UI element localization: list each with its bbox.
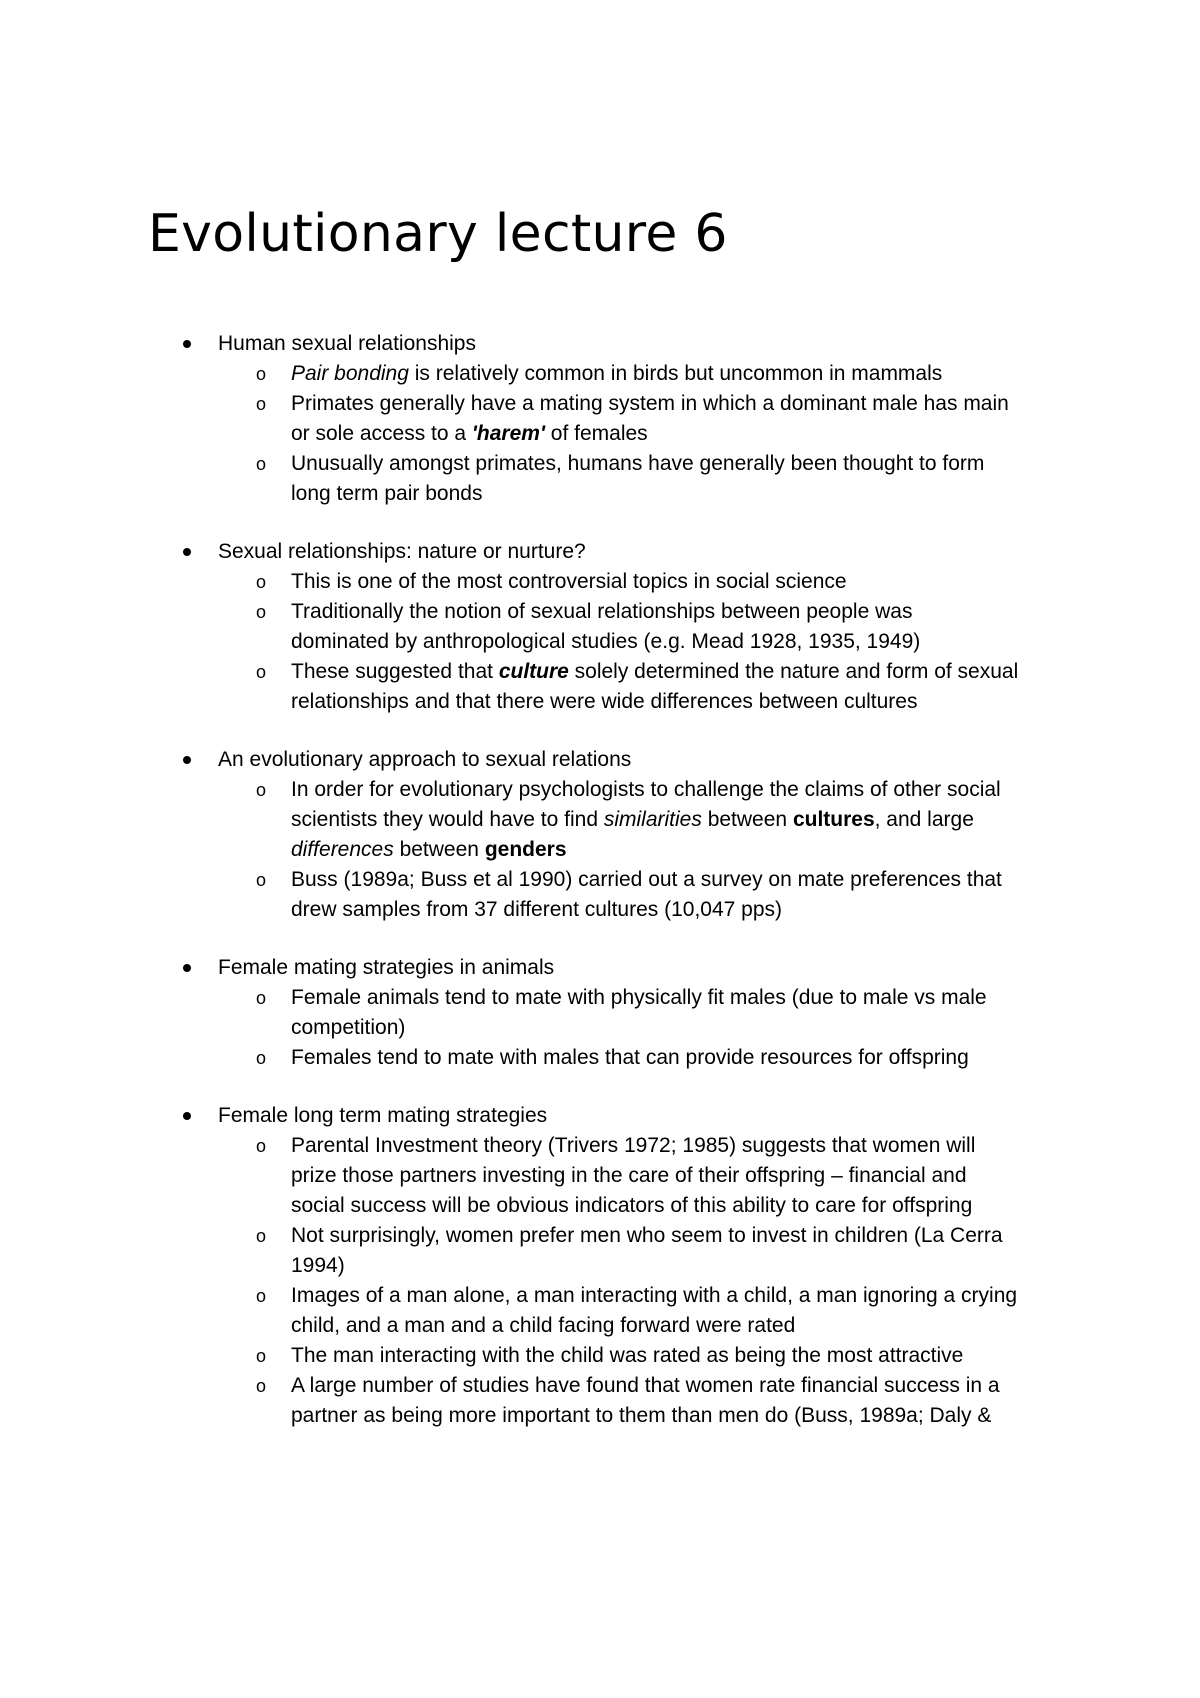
list-item: o A large number of studies have found that women rate financial success in a partner as being more important to them than men do (Buss, 1989a; Daly & — [0, 1371, 1071, 1431]
bullet-icon — [183, 340, 191, 348]
circle-bullet-icon: o — [256, 1286, 267, 1306]
circle-bullet-icon: o — [256, 780, 267, 800]
circle-bullet-icon: o — [256, 662, 267, 682]
bullet-icon — [183, 964, 191, 972]
circle-bullet-icon: o — [256, 870, 267, 890]
list-item: o Traditionally the notion of sexual relationships between people was dominated by anthropological studies (e.g. Mead 1928, 1935, 1949) — [0, 597, 1071, 657]
list-item: o These suggested that culture solely determined the nature and form of sexual relationships and that there were wide differences between cultures — [0, 657, 1071, 717]
document-body — [0, 328, 1200, 1458]
section-heading: Female long term mating strategies — [0, 1100, 1200, 1131]
section-heading: Female mating strategies in animals — [0, 952, 1200, 983]
list-item: o In order for evolutionary psychologists to challenge the claims of other social scientists they would have to find similarities between cultures, and large differences between genders — [0, 775, 1071, 865]
section-female-long-term — [0, 1100, 1200, 1431]
section-heading: Human sexual relationships — [0, 328, 1200, 359]
circle-bullet-icon: o — [256, 1048, 267, 1068]
section-heading: An evolutionary approach to sexual relations — [0, 744, 1200, 775]
list-item: o Unusually amongst primates, humans have generally been thought to form long term pair bonds — [0, 449, 1071, 509]
section-human-sexual-relationships — [0, 328, 1200, 509]
list-item: o Not surprisingly, women prefer men who seem to invest in children (La Cerra 1994) — [0, 1221, 1071, 1281]
list-item: o Parental Investment theory (Trivers 1972; 1985) suggests that women will prize those partners investing in the care of their offspring – financial and social success will be obvious indicators of this ability to care for offspring — [0, 1131, 1071, 1221]
circle-bullet-icon: o — [256, 364, 267, 384]
list-item: o Primates generally have a mating system in which a dominant male has main or sole access to a 'harem' of females — [0, 389, 1071, 449]
circle-bullet-icon: o — [256, 1136, 267, 1156]
section-heading: Sexual relationships: nature or nurture? — [0, 536, 1200, 567]
list-item: o This is one of the most controversial topics in social science — [0, 567, 1071, 597]
bullet-icon — [183, 548, 191, 556]
list-item: o The man interacting with the child was rated as being the most attractive — [0, 1341, 1071, 1371]
circle-bullet-icon: o — [256, 572, 267, 592]
section-nature-or-nurture — [0, 536, 1200, 717]
circle-bullet-icon: o — [256, 454, 267, 474]
circle-bullet-icon: o — [256, 988, 267, 1008]
circle-bullet-icon: o — [256, 602, 267, 622]
list-item: o Female animals tend to mate with physically fit males (due to male vs male competition) — [0, 983, 1071, 1043]
circle-bullet-icon: o — [256, 394, 267, 414]
bullet-icon — [183, 1112, 191, 1120]
list-item: o Images of a man alone, a man interacting with a child, a man ignoring a crying child, and a man and a child facing forward were rated — [0, 1281, 1071, 1341]
list-item: o Females tend to mate with males that can provide resources for offspring — [0, 1043, 1071, 1073]
document-title: Evolutionary lecture 6 — [148, 204, 728, 264]
bullet-icon — [183, 756, 191, 764]
section-evolutionary-approach — [0, 744, 1200, 925]
circle-bullet-icon: o — [256, 1376, 267, 1396]
section-female-mating-animals — [0, 952, 1200, 1073]
list-item: o Buss (1989a; Buss et al 1990) carried out a survey on mate preferences that drew samples from 37 different cultures (10,047 pps) — [0, 865, 1071, 925]
circle-bullet-icon: o — [256, 1346, 267, 1366]
list-item: o Pair bonding is relatively common in birds but uncommon in mammals — [0, 359, 1071, 389]
circle-bullet-icon: o — [256, 1226, 267, 1246]
